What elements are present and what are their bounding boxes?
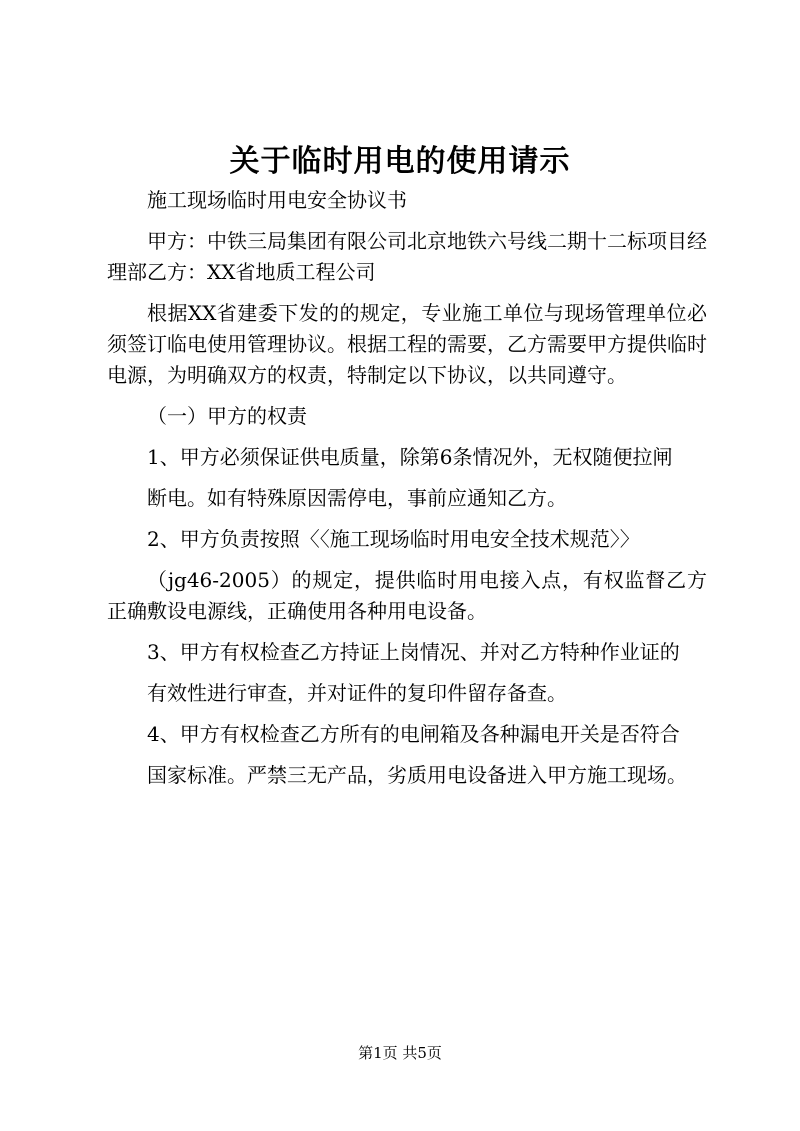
paragraph-parties: 甲方：中铁三局集团有限公司北京地铁六号线二期十二标项目经理部乙方：XX省地质工程公司	[107, 229, 707, 284]
paragraph-item-2-cont: （jg46-2005）的规定，提供临时用电接入点，有权监督乙方正确敷设电源线，正确使用各种用电设备。	[107, 568, 707, 623]
page-footer: 第1页 共5页	[358, 1044, 442, 1062]
paragraph-item-3: 3、甲方有权检查乙方持证上岗情况、并对乙方特种作业证的	[147, 640, 680, 664]
paragraph-intro: 根据XX省建委下发的的规定，专业施工单位与现场管理单位必须签订临电使用管理协议。根据工程的需要，乙方需要甲方提供临时电源，为明确双方的权责，特制定以下协议，以共同遵守。	[107, 301, 707, 387]
paragraph-item-2: 2、甲方负责按照〈〈施工现场临时用电安全技术规范〉〉	[147, 527, 640, 551]
document-body	[107, 185, 707, 801]
section-heading-party-a: （一）甲方的权责	[147, 404, 307, 428]
paragraph-item-4: 4、甲方有权检查乙方所有的电闸箱及各种漏电开关是否符合	[147, 722, 680, 746]
paragraph-item-1: 1、甲方必须保证供电质量，除第6条情况外，无权随便拉闸	[147, 445, 673, 469]
paragraph-item-3-cont: 有效性进行审查，并对证件的复印件留存备查。	[147, 681, 567, 705]
paragraph-item-4-cont: 国家标准。严禁三无产品，劣质用电设备进入甲方施工现场。	[147, 763, 687, 787]
paragraph-item-1-cont: 断电。如有特殊原因需停电，事前应通知乙方。	[147, 486, 567, 510]
document-title: 关于临时用电的使用请示	[229, 144, 571, 179]
paragraph-agreement-title: 施工现场临时用电安全协议书	[147, 188, 407, 212]
